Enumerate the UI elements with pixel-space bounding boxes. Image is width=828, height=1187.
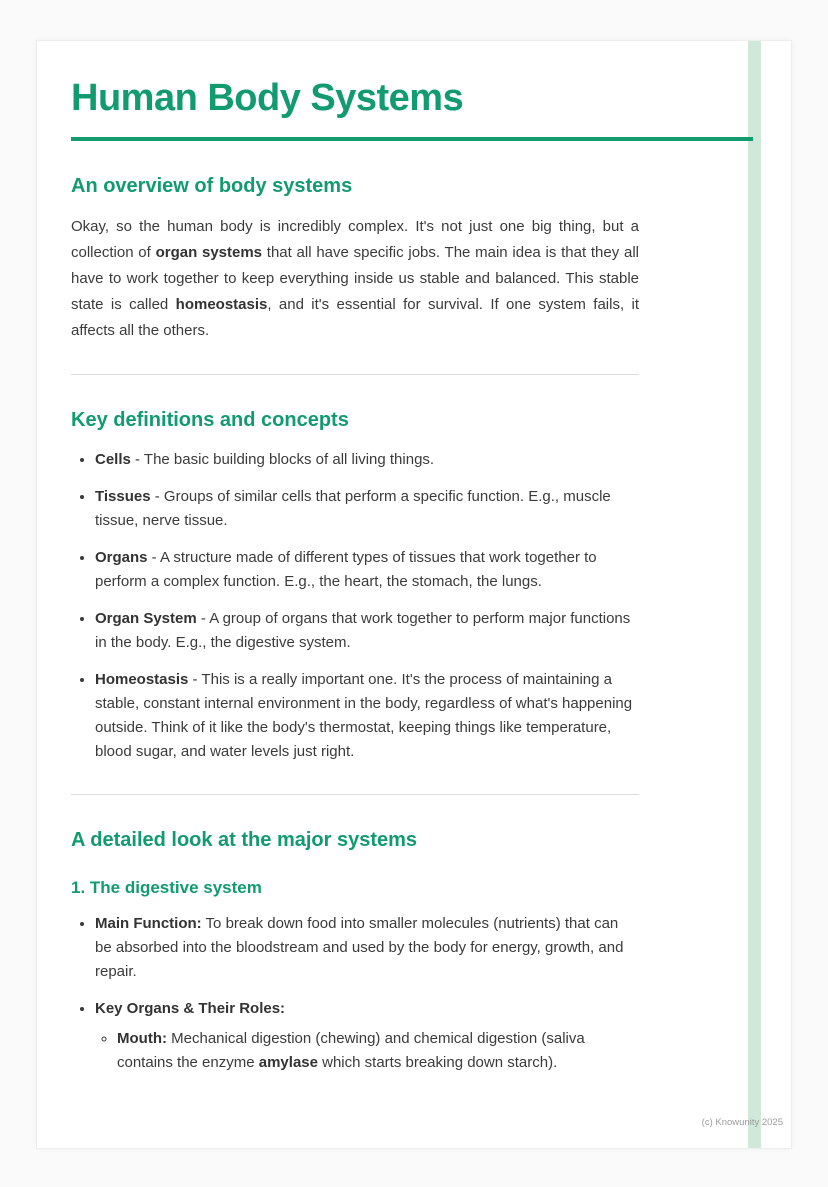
footer-credit: (c) Knowunity 2025 — [701, 1116, 783, 1128]
list-item: • Organ System - A group of organs that work together to perform major functions in the body. E.g., the digestive system. — [95, 607, 639, 655]
sub-list-item: ◦ Mouth: Mechanical digestion (chewing) and chemical digestion (saliva contains the enzyme amylase which starts breaking down starch). — [117, 1027, 639, 1075]
list-item: • Main Function: To break down food into smaller molecules (nutrients) that can be absorbed into the bloodstream and used by the body for energy, growth, and repair. — [95, 912, 639, 984]
document-page — [36, 40, 792, 1149]
overview-paragraph: Okay, so the human body is incredibly complex. It's not just one big thing, but a collection of organ systems that all have specific jobs. The main idea is that they all have to work together to keep everything inside us stable and balanced. This stable state is called homeostasis, and it's essential for survival. If one system fails, it affects all the others. — [71, 217, 640, 339]
subsection-heading-digestive: 1. The digestive system — [71, 877, 262, 897]
section-divider — [71, 794, 639, 795]
organs-sublist — [95, 1027, 639, 1075]
section-divider — [71, 374, 639, 375]
list-item: • Organs - A structure made of different types of tissues that work together to perform a complex function. E.g., the heart, the stomach, the lungs. — [95, 546, 639, 594]
list-item: • Tissues - Groups of similar cells that perform a specific function. E.g., muscle tissue, nerve tissue. — [95, 485, 639, 533]
section-heading-definitions: Key definitions and concepts — [71, 408, 349, 431]
definitions-list — [71, 448, 639, 764]
list-item: • Cells - The basic building blocks of all living things. — [95, 448, 639, 472]
document-content — [37, 41, 791, 1148]
page-title: Human Body Systems — [71, 77, 464, 119]
list-item — [95, 997, 639, 1075]
list-item-text: Key Organs & Their Roles: — [95, 999, 286, 1017]
digestive-list — [71, 912, 639, 1075]
title-underline-rule — [71, 137, 753, 141]
section-heading-overview: An overview of body systems — [71, 174, 353, 197]
list-item: • Homeostasis - This is a really important one. It's the process of maintaining a stable, constant internal environment in the body, regardless of what's happening outside. Think of it like the body's thermostat, keeping things like temperature, blood sugar, and water levels just right. — [95, 668, 639, 764]
section-heading-detail: A detailed look at the major systems — [71, 828, 418, 851]
